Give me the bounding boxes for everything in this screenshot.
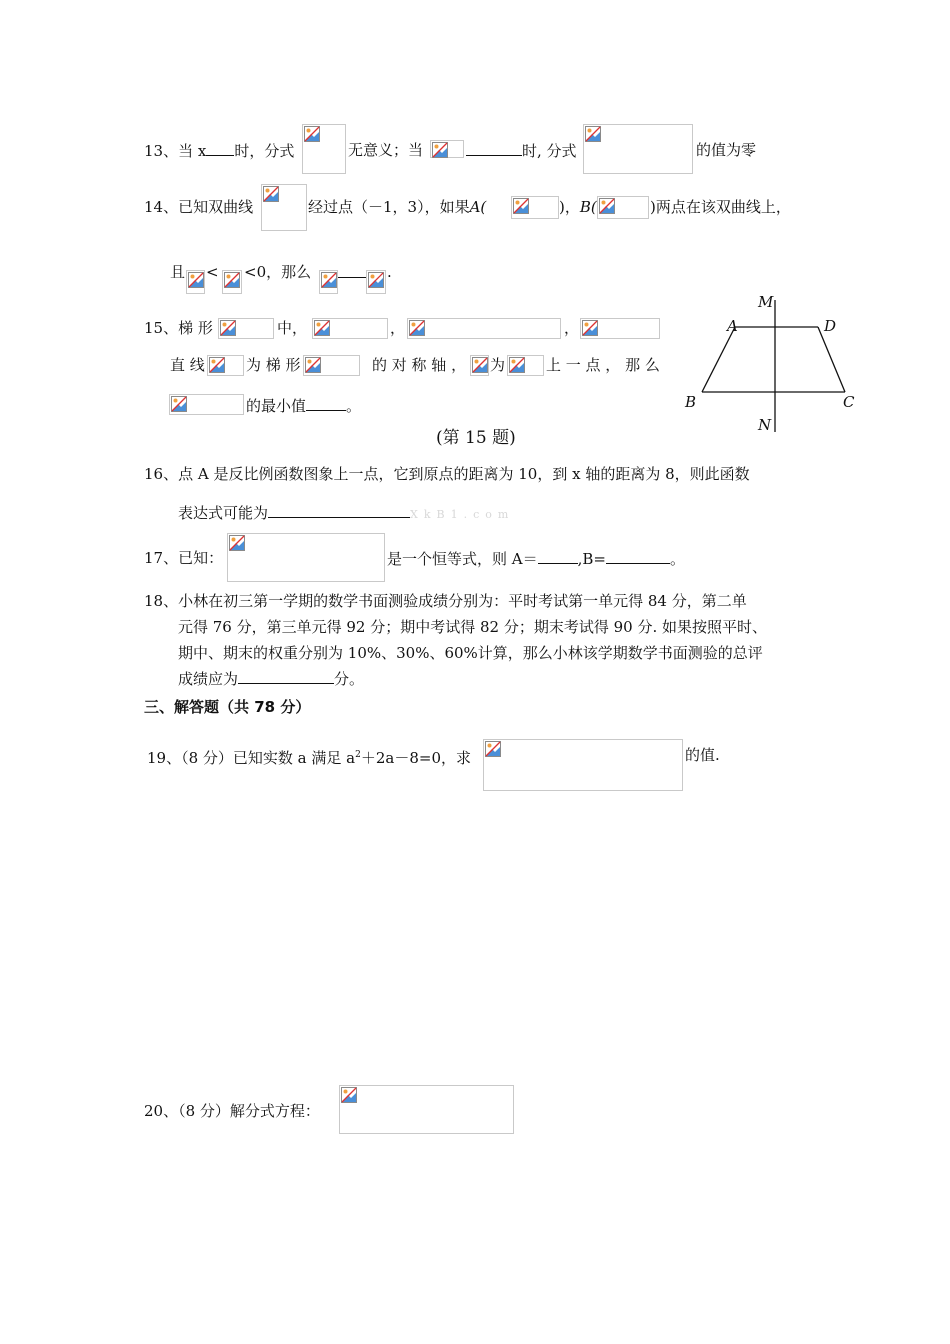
broken-image-icon bbox=[509, 357, 525, 373]
formula-image bbox=[169, 394, 244, 415]
edge-dc bbox=[818, 327, 845, 392]
broken-image-icon bbox=[188, 272, 204, 288]
formula-image bbox=[227, 533, 385, 582]
broken-image-icon bbox=[585, 126, 601, 142]
broken-image-icon bbox=[513, 198, 529, 214]
formula-image bbox=[583, 124, 693, 174]
broken-image-icon bbox=[409, 320, 425, 336]
q20-line: 20、（8 分）解分式方程： bbox=[144, 1102, 320, 1120]
broken-image-icon bbox=[321, 272, 337, 288]
broken-image-icon bbox=[472, 357, 488, 373]
broken-image-icon bbox=[582, 320, 598, 336]
broken-image-icon bbox=[599, 198, 615, 214]
answer-blank bbox=[306, 395, 346, 411]
answer-blank bbox=[338, 277, 366, 278]
formula-image bbox=[207, 355, 244, 376]
formula-image bbox=[261, 184, 307, 231]
broken-image-icon bbox=[305, 357, 321, 373]
formula-image bbox=[407, 318, 561, 339]
formula-image bbox=[507, 355, 544, 376]
label-n: N bbox=[758, 416, 772, 434]
q13-line: 13、当 x 时，分式 bbox=[144, 142, 295, 160]
answer-blank bbox=[238, 668, 334, 684]
formula-image bbox=[222, 270, 242, 294]
figure-caption: (第 15 题) bbox=[436, 428, 516, 448]
broken-image-icon bbox=[263, 186, 279, 202]
section-title: 三、解答题（共 78 分） bbox=[144, 698, 311, 716]
formula-image bbox=[483, 739, 683, 791]
watermark: XkB1.com bbox=[410, 508, 515, 521]
broken-image-icon bbox=[368, 272, 384, 288]
answer-blank bbox=[268, 502, 410, 518]
formula-image bbox=[302, 124, 346, 174]
q19-line: 19、（8 分）已知实数 a 满足 $a^2+2a-8=0$，求 bbox=[147, 749, 471, 767]
label-m: M bbox=[758, 293, 774, 311]
formula-image bbox=[339, 1085, 514, 1134]
formula-image bbox=[366, 270, 386, 294]
label-a: A bbox=[727, 317, 738, 335]
label-c: C bbox=[843, 393, 855, 411]
q18-line: 18、小林在初三第一学期的数学书面测验成绩分别为：平时考试第一单元得 84 分，第二单 bbox=[144, 592, 747, 610]
formula-image bbox=[303, 355, 360, 376]
label-b: B bbox=[685, 393, 697, 411]
trapezoid-figure bbox=[680, 290, 860, 438]
broken-image-icon bbox=[209, 357, 225, 373]
edge-ab bbox=[702, 327, 735, 392]
formula-image bbox=[597, 196, 649, 219]
broken-image-icon bbox=[485, 741, 501, 757]
q16-line: 16、点 A 是反比例函数图象上一点，它到原点的距离为 10，到 x 轴的距离为 8，则此函数 bbox=[144, 465, 750, 483]
q14-line: 14、已知双曲线 bbox=[144, 198, 254, 216]
question-number: 13、 bbox=[144, 142, 179, 160]
label-d: D bbox=[824, 317, 837, 335]
broken-image-icon bbox=[171, 396, 187, 412]
answer-blank bbox=[538, 548, 578, 564]
broken-image-icon bbox=[304, 126, 320, 142]
broken-image-icon bbox=[314, 320, 330, 336]
broken-image-icon bbox=[229, 535, 245, 551]
broken-image-icon bbox=[341, 1087, 357, 1103]
formula-image bbox=[186, 270, 205, 294]
formula-image bbox=[319, 270, 338, 294]
q17-line: 17、已知： bbox=[144, 549, 224, 567]
q15-line: 15、梯 形 bbox=[144, 319, 213, 337]
formula-image bbox=[312, 318, 388, 339]
formula-image bbox=[218, 318, 274, 339]
broken-image-icon bbox=[224, 272, 240, 288]
answer-blank bbox=[606, 548, 670, 564]
answer-blank bbox=[206, 140, 234, 156]
broken-image-icon bbox=[220, 320, 236, 336]
formula-image bbox=[430, 140, 464, 158]
formula-image bbox=[470, 355, 489, 376]
broken-image-icon bbox=[432, 142, 448, 158]
formula-image bbox=[580, 318, 660, 339]
formula-image bbox=[511, 196, 559, 219]
answer-blank bbox=[466, 140, 522, 156]
